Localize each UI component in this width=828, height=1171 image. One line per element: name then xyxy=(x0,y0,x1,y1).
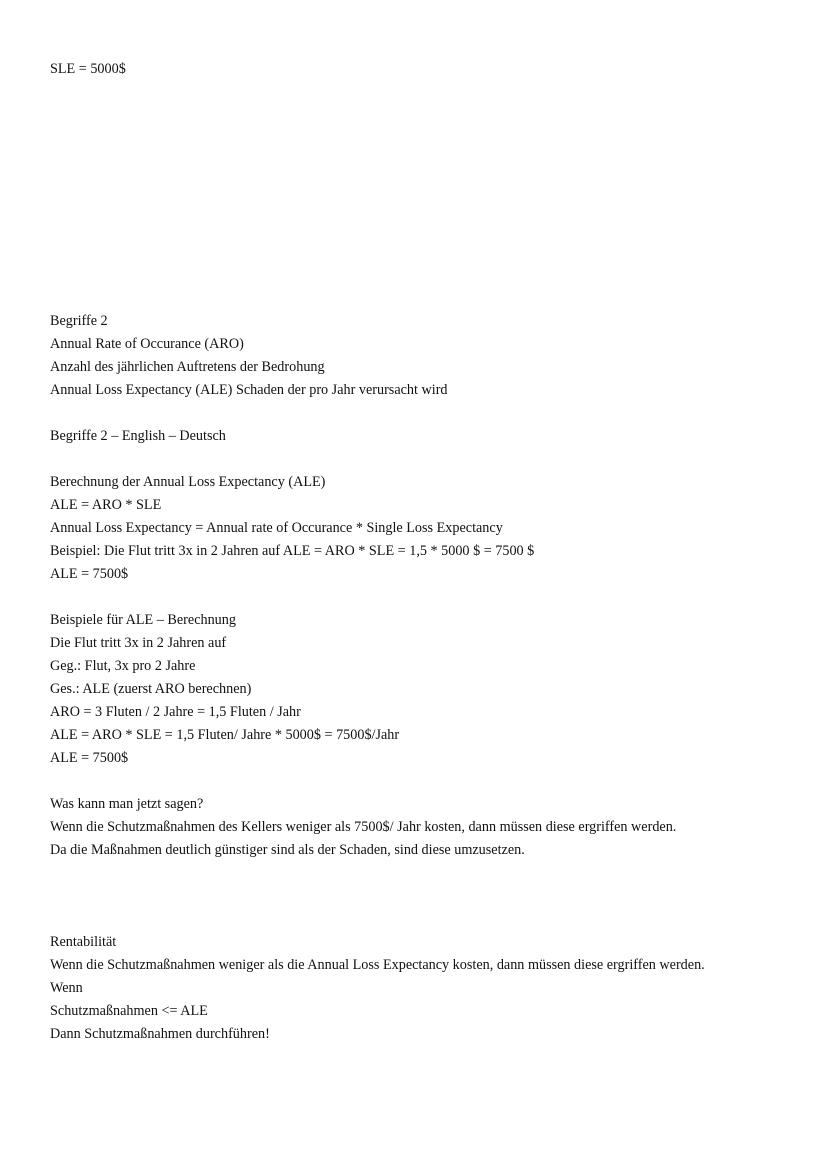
fazit-line-2: Da die Maßnahmen deutlich günstiger sind als der Schaden, sind diese umzusetzen. xyxy=(50,842,525,858)
beispiel-wanted: Ges.: ALE (zuerst ARO berechnen) xyxy=(50,681,252,697)
beispiel-aro-calc: ARO = 3 Fluten / 2 Jahre = 1,5 Fluten / Jahr xyxy=(50,704,301,720)
beispiel-result: ALE = 7500$ xyxy=(50,750,129,766)
ale-example: Beispiel: Die Flut tritt 3x in 2 Jahren auf ALE = ARO * SLE = 1,5 * 5000 $ = 7500 $ xyxy=(50,543,535,559)
rentabilitaet-heading: Rentabilität xyxy=(50,934,117,950)
rentabilitaet-line-3: Schutzmaßnahmen <= ALE xyxy=(50,1003,208,1019)
beispiel-ale-calc: ALE = ARO * SLE = 1,5 Fluten/ Jahre * 5000$ = 7500$/Jahr xyxy=(50,727,400,743)
berechnung-heading: Berechnung der Annual Loss Expectancy (ALE) xyxy=(50,474,326,490)
translation-heading: Begriffe 2 – English – Deutsch xyxy=(50,428,226,444)
beispiel-statement: Die Flut tritt 3x in 2 Jahren auf xyxy=(50,635,227,651)
ale-formula: ALE = ARO * SLE xyxy=(50,497,162,513)
rentabilitaet-line-4: Dann Schutzmaßnahmen durchführen! xyxy=(50,1026,270,1042)
beispiel-given: Geg.: Flut, 3x pro 2 Jahre xyxy=(50,658,196,674)
ale-result: ALE = 7500$ xyxy=(50,566,129,582)
aro-definition: Anzahl des jährlichen Auftretens der Bedrohung xyxy=(50,359,325,375)
rentabilitaet-line-1: Wenn die Schutzmaßnahmen weniger als die Annual Loss Expectancy kosten, dann müssen diese ergriffen werden. xyxy=(50,957,705,973)
rentabilitaet-line-2: Wenn xyxy=(50,980,83,996)
beispiele-heading: Beispiele für ALE – Berechnung xyxy=(50,612,236,628)
ale-term: Annual Loss Expectancy (ALE) Schaden der pro Jahr verursacht wird xyxy=(50,382,448,398)
sle-value: SLE = 5000$ xyxy=(50,61,126,77)
fazit-line-1: Wenn die Schutzmaßnahmen des Kellers weniger als 7500$/ Jahr kosten, dann müssen diese ergriffen werden. xyxy=(50,819,677,835)
ale-formula-long: Annual Loss Expectancy = Annual rate of Occurance * Single Loss Expectancy xyxy=(50,520,503,536)
begriffe-heading: Begriffe 2 xyxy=(50,313,108,329)
fazit-question: Was kann man jetzt sagen? xyxy=(50,796,204,812)
aro-term: Annual Rate of Occurance (ARO) xyxy=(50,336,244,352)
